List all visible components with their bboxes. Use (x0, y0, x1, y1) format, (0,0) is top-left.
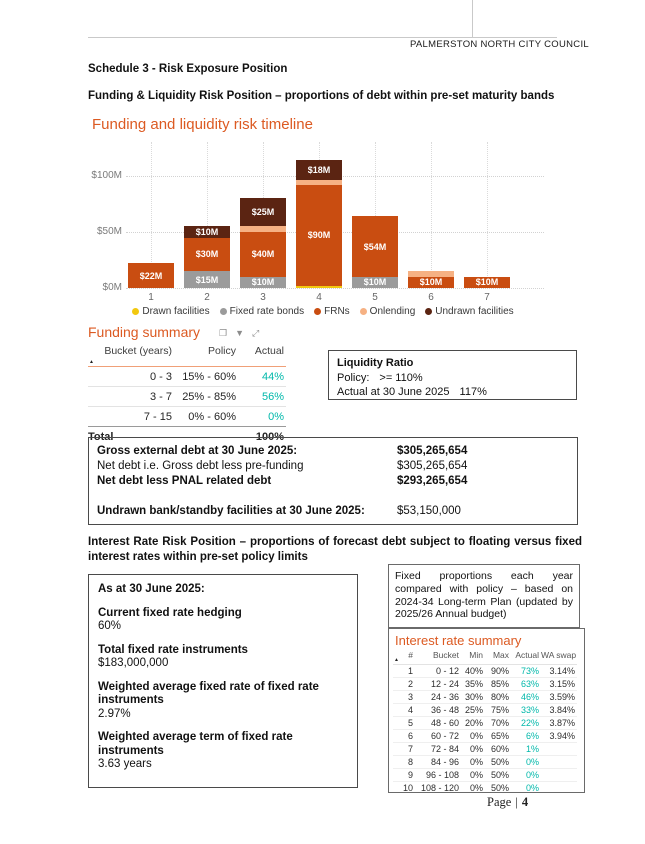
column-header-bucket[interactable] (88, 343, 174, 367)
table-cell: 35% (461, 678, 485, 691)
funding-summary-title: Funding summary (88, 324, 201, 340)
column-header-number[interactable] (393, 650, 415, 665)
column-header-actual[interactable]: Actual (511, 650, 541, 665)
bar-segment (352, 277, 398, 288)
table-cell: 20% (461, 717, 485, 730)
column-header-wa-swap[interactable]: WA swap (541, 650, 577, 665)
table-cell: 36 - 48 (415, 704, 461, 717)
debt-value: $305,265,654 (397, 445, 468, 457)
x-axis-tick-label: 3 (260, 292, 266, 303)
table-cell: 108 - 120 (415, 782, 461, 794)
total-label: Total (88, 427, 174, 447)
x-axis-tick-label: 6 (428, 292, 434, 303)
table-cell: 0% (461, 730, 485, 743)
bar-segment (184, 271, 230, 288)
visual-header-icons (219, 329, 259, 338)
table-cell (541, 769, 577, 782)
table-cell: 60% (485, 743, 511, 756)
bar-segment (240, 277, 286, 288)
table-cell: 73% (511, 665, 541, 678)
item-value: 2.97% (98, 707, 131, 720)
table-cell: 0% (461, 743, 485, 756)
y-axis-tick-label: $100M (91, 170, 122, 181)
interest-section-title: Interest Rate Risk Position – proportions of forecast debt subject to floating versus fixed interest rates within pre-set policy limits (88, 536, 582, 563)
y-gridline (126, 288, 544, 289)
bar-segment (408, 277, 454, 288)
total-value: 100% (238, 427, 286, 447)
bar-value-label: $10M (475, 277, 499, 288)
bar-segment (240, 198, 286, 226)
liquidity-actual-label: Actual at 30 June 2025 (337, 386, 450, 398)
column-header-label: Bucket (years) (104, 345, 172, 357)
table-cell: 65% (485, 730, 511, 743)
debt-value: $53,150,000 (397, 505, 461, 517)
table-cell: 40% (461, 665, 485, 678)
table-cell: 33% (511, 704, 541, 717)
bar-segment (296, 160, 342, 180)
funding-liquidity-chart (88, 112, 558, 322)
page-footer (487, 795, 528, 810)
table-cell (541, 782, 577, 794)
interest-summary-row (393, 691, 577, 704)
table-cell: 3.15% (541, 678, 577, 691)
table-cell: 60 - 72 (415, 730, 461, 743)
table-cell: 70% (485, 717, 511, 730)
legend-label: FRNs (324, 306, 350, 317)
bar-value-label: $40M (251, 249, 275, 260)
bar-segment (240, 232, 286, 277)
focus-mode-icon[interactable]: ⤢ (252, 328, 260, 338)
item-value: $183,000,000 (98, 657, 169, 669)
table-cell: 80% (485, 691, 511, 704)
fixed-position-item (98, 681, 348, 722)
debt-row (97, 444, 569, 459)
table-cell: 44% (238, 367, 286, 387)
bar-value-label: $10M (419, 277, 443, 288)
item-value: 60% (98, 620, 122, 632)
sort-ascending-icon: ▲ (394, 657, 399, 663)
bar-segment (464, 277, 510, 288)
liquidity-ratio-title: Liquidity Ratio (337, 357, 414, 369)
funding-summary-header-row (88, 343, 286, 367)
debt-label: Net debt less PNAL related debt (97, 475, 272, 487)
x-axis-tick-label: 1 (148, 292, 154, 303)
legend-color-dot (425, 308, 432, 315)
sort-ascending-icon: ▲ (89, 359, 94, 365)
item-label: Current fixed rate hedging (98, 606, 242, 619)
legend-item (425, 306, 513, 317)
item-label: Weighted average fixed rate of fixed rate instruments (98, 680, 319, 706)
debt-label: Gross external debt at 30 June 2025: (97, 445, 298, 457)
header-rule (88, 37, 557, 38)
table-cell: 4 (393, 704, 415, 717)
bar-segment (352, 216, 398, 276)
table-cell: 50% (485, 756, 511, 769)
table-cell: 3 (393, 691, 415, 704)
x-axis-tick-label: 2 (204, 292, 210, 303)
bar-segment (184, 226, 230, 237)
interest-rate-summary-box (388, 628, 585, 793)
column-header-actual[interactable]: Actual (238, 343, 286, 367)
y-axis-tick-label: $50M (96, 226, 122, 237)
table-cell: 0% (268, 410, 284, 423)
chart-title: Funding and liquidity risk timeline (92, 116, 313, 133)
legend-color-dot (132, 308, 139, 315)
table-cell: 0% (461, 769, 485, 782)
debt-summary-box (88, 437, 578, 525)
x-axis-tick-label: 5 (372, 292, 378, 303)
y-axis-tick-label: $0M (102, 282, 122, 293)
interest-summary-row (393, 704, 577, 717)
liquidity-policy-value: >= 110% (379, 371, 423, 384)
fixed-position-item (98, 731, 348, 772)
table-cell: 3.84% (541, 704, 577, 717)
interest-summary-row (393, 743, 577, 756)
item-value: 3.63 years (98, 758, 152, 770)
liquidity-ratio-box (328, 350, 577, 400)
bar-value-label: $22M (139, 270, 163, 281)
table-cell: 3 - 7 (88, 387, 174, 407)
legend-item (360, 306, 416, 317)
table-cell (541, 756, 577, 769)
table-cell: 7 (393, 743, 415, 756)
funding-summary-row (88, 407, 286, 427)
funding-summary-row (88, 387, 286, 407)
bar-value-label: $25M (251, 207, 275, 218)
interest-summary-row (393, 756, 577, 769)
bar-segment (184, 238, 230, 272)
table-cell: 50% (485, 769, 511, 782)
bar-value-label: $10M (251, 277, 275, 288)
funding-summary-table (88, 343, 286, 446)
page-number: 4 (521, 795, 529, 809)
header-vertical-rule (472, 0, 473, 37)
liquidity-policy-line (337, 371, 568, 386)
table-cell: 0% (511, 769, 541, 782)
debt-value: $293,265,654 (397, 475, 468, 487)
org-name: PALMERSTON NORTH CITY COUNCIL (409, 39, 589, 50)
table-cell: 3.94% (541, 730, 577, 743)
bar-value-label: $10M (195, 226, 219, 237)
page-label: Page (487, 795, 512, 809)
legend-label: Drawn facilities (142, 306, 210, 317)
legend-color-dot (360, 308, 367, 315)
legend-label: Fixed rate bonds (229, 306, 305, 317)
table-cell: 24 - 36 (415, 691, 461, 704)
bar-value-label: $54M (363, 241, 387, 252)
table-cell: 1 (393, 665, 415, 678)
legend-color-dot (314, 308, 321, 315)
bar-value-label: $10M (363, 277, 387, 288)
fixed-proportions-note: Fixed proportions each year compared with policy – based on 2024-34 Long-term Plan (updated by 2025/26 Annual budget) (388, 564, 580, 628)
bar-segment (408, 271, 454, 277)
interest-summary-row (393, 665, 577, 678)
x-axis-tick-label: 4 (316, 292, 322, 303)
table-cell: 0% (511, 756, 541, 769)
interest-summary-row (393, 769, 577, 782)
table-cell: 5 (393, 717, 415, 730)
table-cell: 0 - 12 (415, 665, 461, 678)
interest-summary-row (393, 678, 577, 691)
bar-segment (128, 263, 174, 288)
debt-row (97, 474, 569, 489)
interest-rate-summary-title: Interest rate summary (395, 633, 522, 648)
x-gridline (431, 142, 432, 288)
schedule-title: Schedule 3 - Risk Exposure Position (88, 63, 288, 75)
table-cell: 0% (461, 756, 485, 769)
liquidity-actual-line (337, 385, 568, 400)
table-cell: 25% (461, 704, 485, 717)
bar-value-label: $30M (195, 249, 219, 260)
table-cell: 6 (393, 730, 415, 743)
fixed-position-item (98, 607, 348, 634)
spacer (97, 489, 569, 504)
item-label: Total fixed rate instruments (98, 643, 248, 656)
debt-label: Net debt i.e. Gross debt less pre-funding (97, 460, 304, 472)
bar-segment (296, 185, 342, 286)
table-cell: 75% (485, 704, 511, 717)
bar-segment (296, 286, 342, 288)
legend-label: Undrawn facilities (435, 306, 514, 317)
table-cell: 0% - 60% (188, 410, 236, 423)
liquidity-actual-value: 117% (459, 386, 487, 398)
interest-summary-row (393, 730, 577, 743)
table-cell: 3.87% (541, 717, 577, 730)
debt-row (97, 504, 569, 519)
table-cell: 6% (511, 730, 541, 743)
item-label: Weighted average term of fixed rate instruments (98, 731, 293, 757)
table-cell: 15% - 60% (174, 367, 238, 387)
page-separator: | (515, 795, 518, 809)
table-cell (541, 743, 577, 756)
bar-value-label: $90M (307, 230, 331, 241)
table-cell: 3.14% (541, 665, 577, 678)
fixed-box-title: As at 30 June 2025: (98, 583, 205, 595)
debt-row (97, 459, 569, 474)
interest-summary-row (393, 782, 577, 794)
legend-color-dot (220, 308, 227, 315)
filter-icon[interactable]: ▼ (235, 328, 244, 338)
interest-summary-header-row (393, 650, 577, 665)
table-cell: 72 - 84 (415, 743, 461, 756)
table-cell: 8 (393, 756, 415, 769)
table-cell: 22% (511, 717, 541, 730)
table-cell: 30% (461, 691, 485, 704)
column-header-label: # (408, 650, 413, 660)
table-cell: 9 (393, 769, 415, 782)
table-cell: 1% (511, 743, 541, 756)
bar-value-label: $15M (195, 274, 219, 285)
legend-item (314, 306, 350, 317)
table-cell: 96 - 108 (415, 769, 461, 782)
bar-segment (240, 226, 286, 232)
table-cell: 0 - 3 (88, 367, 174, 387)
x-axis-tick-label: 7 (484, 292, 490, 303)
fixed-rate-position-box (88, 574, 358, 788)
table-cell: 10 (393, 782, 415, 794)
table-cell: 84 - 96 (415, 756, 461, 769)
bar-segment (296, 180, 342, 184)
interest-rate-summary-table (393, 650, 577, 793)
chart-legend (88, 306, 558, 317)
column-header-bucket[interactable]: Bucket (415, 650, 461, 665)
table-cell: 0% (511, 782, 541, 794)
table-cell: 25% - 85% (174, 387, 238, 407)
copy-icon[interactable]: ❐ (219, 328, 228, 338)
liquidity-policy-label: Policy: (337, 371, 370, 384)
debt-label: Undrawn bank/standby facilities at 30 June 2025: (97, 505, 365, 517)
interest-summary-row (393, 717, 577, 730)
x-gridline (487, 142, 488, 288)
legend-label: Onlending (369, 306, 416, 317)
table-cell: 85% (485, 678, 511, 691)
debt-value: $305,265,654 (397, 460, 468, 472)
legend-item (220, 306, 305, 317)
table-cell: 2 (393, 678, 415, 691)
column-header-max[interactable]: Max (485, 650, 511, 665)
table-cell: 56% (238, 387, 286, 407)
table-cell: 90% (485, 665, 511, 678)
table-cell: 0% (461, 782, 485, 794)
table-cell: 50% (485, 782, 511, 794)
column-header-policy[interactable]: Policy (174, 343, 238, 367)
funding-summary-row (88, 367, 286, 387)
table-cell: 7 - 15 (143, 410, 172, 423)
funding-section-title: Funding & Liquidity Risk Position – proportions of debt within pre-set maturity bands (88, 90, 555, 102)
table-cell: 63% (511, 678, 541, 691)
legend-item (132, 306, 209, 317)
column-header-min[interactable]: Min (461, 650, 485, 665)
table-cell: 48 - 60 (415, 717, 461, 730)
table-cell: 46% (511, 691, 541, 704)
table-cell: 3.59% (541, 691, 577, 704)
bar-value-label: $18M (307, 165, 331, 176)
table-cell: 12 - 24 (415, 678, 461, 691)
fixed-position-item (98, 644, 348, 671)
